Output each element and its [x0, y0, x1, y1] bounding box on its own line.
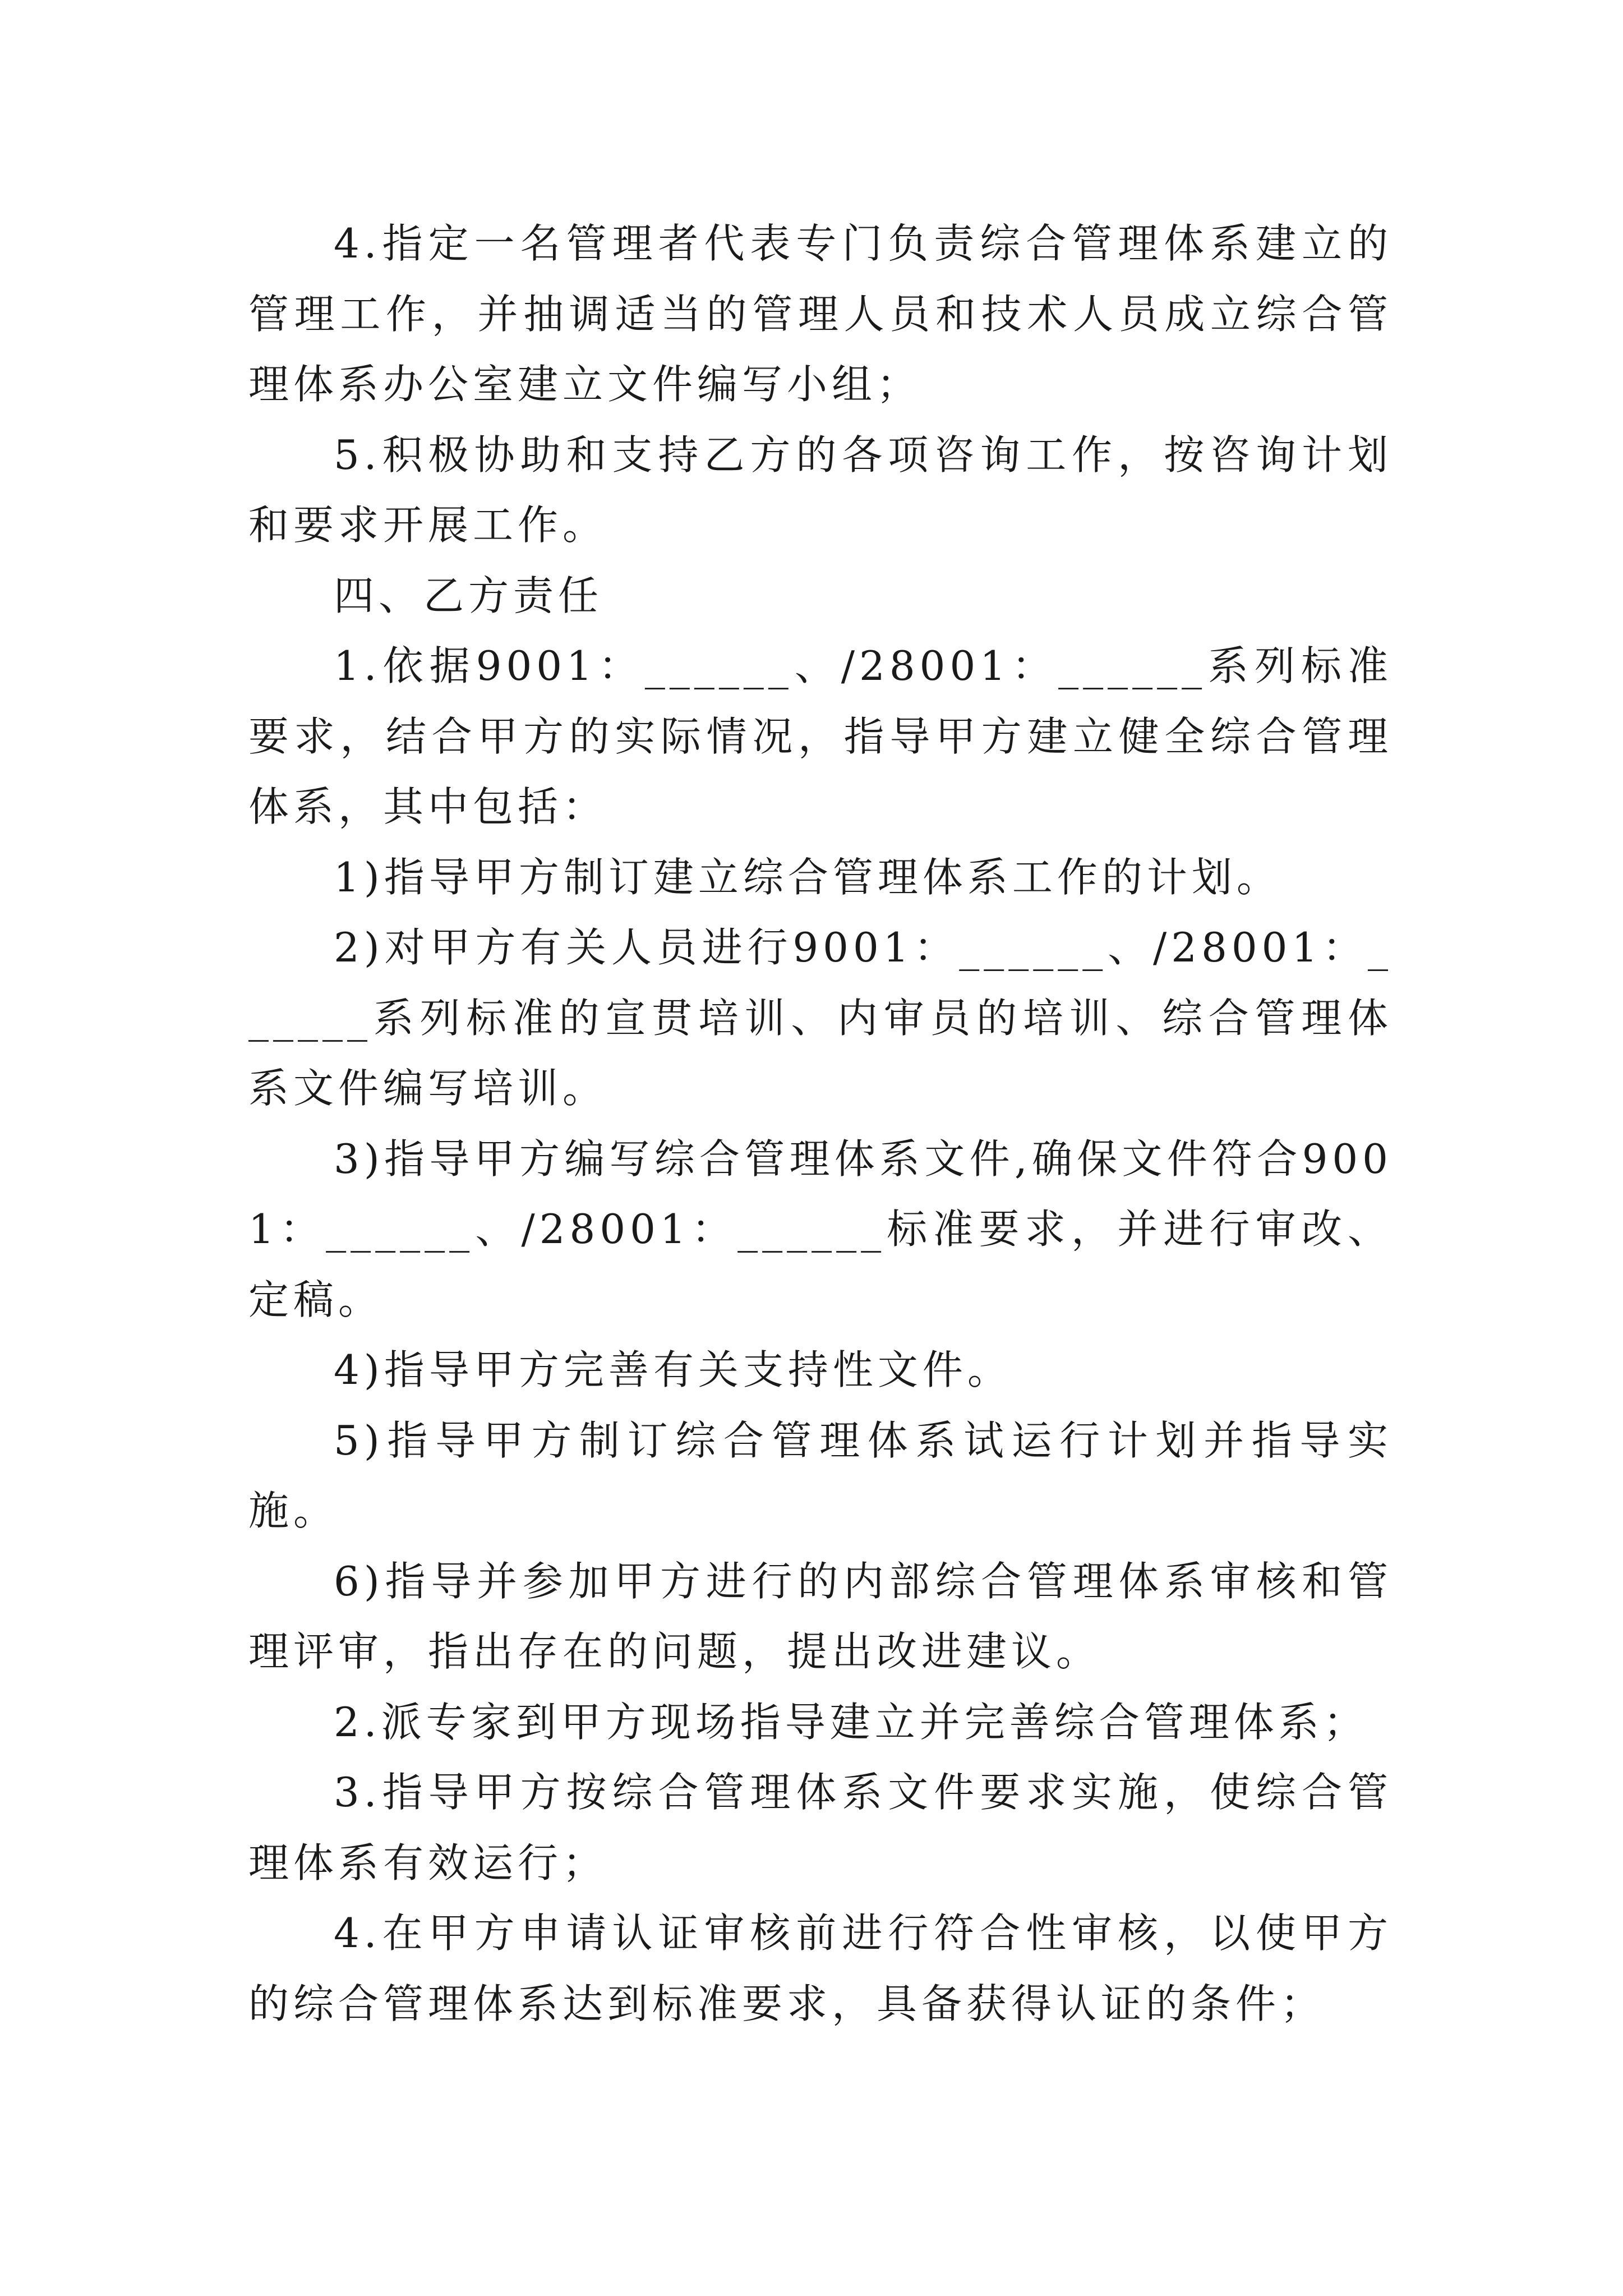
paragraph-b4: 4.在甲方申请认证审核前进行符合性审核，以使甲方的综合管理体系达到标准要求，具备获得认证的条件；: [248, 1910, 1393, 2027]
paragraph-b3: 3.指导甲方按综合管理体系文件要求实施，使综合管理体系有效运行；: [248, 1769, 1393, 1887]
paragraph-b1-item2: 2)对甲方有关人员进行9001：______、/28001：______系列标准的宣贯培训、内审员的培训、综合管理体系文件编写培训。: [248, 924, 1393, 1112]
paragraph-b2: 2.派专家到甲方现场指导建立并完善综合管理体系；: [334, 1698, 1368, 1746]
paragraph-b1-item5: 5)指导甲方制订综合管理体系试运行计划并指导实施。: [248, 1416, 1393, 1534]
document-body: [248, 209, 1393, 2039]
paragraph-b1-item1: 1)指导甲方制订建立综合管理体系工作的计划。: [334, 853, 1281, 901]
paragraph-a4: 4.指定一名管理者代表专门负责综合管理体系建立的管理工作，并抽调适当的管理人员和技术人员成立综合管理体系办公室建立文件编写小组；: [248, 220, 1393, 408]
paragraph-b1-item6: 6)指导并参加甲方进行的内部综合管理体系审核和管理评审，指出存在的问题，提出改进建议。: [248, 1557, 1393, 1675]
paragraph-b1-item4: 4)指导甲方完善有关支持性文件。: [334, 1346, 1012, 1393]
paragraph-a5: 5.积极协助和支持乙方的各项咨询工作，按咨询计划和要求开展工作。: [248, 431, 1393, 549]
paragraph-b1-item3: 3)指导甲方编写综合管理体系文件,确保文件符合9001：______、/28001：______标准要求，并进行审改、定稿。: [248, 1135, 1393, 1323]
paragraph-b1: 1.依据9001：______、/28001：______系列标准要求，结合甲方的实际情况，指导甲方建立健全综合管理体系，其中包括：: [248, 642, 1393, 830]
section-heading-party-b: 四、乙方责任: [334, 572, 603, 619]
